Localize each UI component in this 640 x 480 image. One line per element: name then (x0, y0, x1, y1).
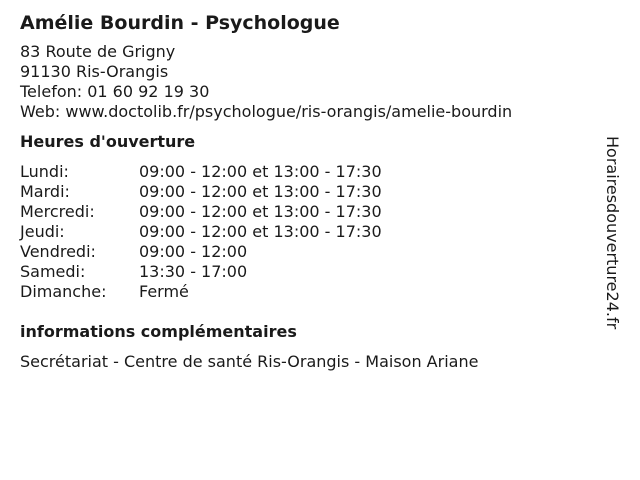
hours-row-friday (20, 242, 600, 262)
hours-row-wednesday (20, 202, 600, 222)
site-watermark: Horairesdouverture24.fr (603, 136, 622, 330)
additional-info-text: Secrétariat - Centre de santé Ris-Orangis - Maison Ariane (20, 352, 479, 371)
hours-row-sunday (20, 282, 600, 302)
hours-value: 13:30 - 17:00 (139, 262, 248, 281)
opening-hours-table (20, 162, 600, 302)
hours-value: Fermé (139, 282, 189, 301)
additional-info-heading: informations complémentaires (20, 322, 297, 341)
hours-value: 09:00 - 12:00 et 13:00 - 17:30 (139, 222, 382, 241)
hours-row-monday (20, 162, 600, 182)
hours-value: 09:00 - 12:00 et 13:00 - 17:30 (139, 182, 382, 201)
hours-value: 09:00 - 12:00 et 13:00 - 17:30 (139, 162, 382, 181)
business-card (20, 10, 600, 372)
city-address: 91130 Ris-Orangis (20, 62, 169, 81)
hours-value: 09:00 - 12:00 (139, 242, 248, 261)
phone-number[interactable]: Telefon: 01 60 92 19 30 (20, 82, 210, 101)
hours-row-thursday (20, 222, 600, 242)
website-link[interactable]: Web: www.doctolib.fr/psychologue/ris-orangis/amelie-bourdin (20, 102, 513, 121)
hours-row-tuesday (20, 182, 600, 202)
day-label: Lundi: (20, 162, 69, 181)
opening-hours-heading: Heures d'ouverture (20, 132, 196, 151)
day-label: Samedi: (20, 262, 86, 281)
street-address: 83 Route de Grigny (20, 42, 176, 61)
day-label: Vendredi: (20, 242, 96, 261)
day-label: Dimanche: (20, 282, 107, 301)
page-title: Amélie Bourdin - Psychologue (20, 12, 340, 34)
day-label: Mardi: (20, 182, 70, 201)
hours-value: 09:00 - 12:00 et 13:00 - 17:30 (139, 202, 382, 221)
day-label: Jeudi: (20, 222, 65, 241)
day-label: Mercredi: (20, 202, 95, 221)
address-block (20, 42, 600, 122)
hours-row-saturday (20, 262, 600, 282)
